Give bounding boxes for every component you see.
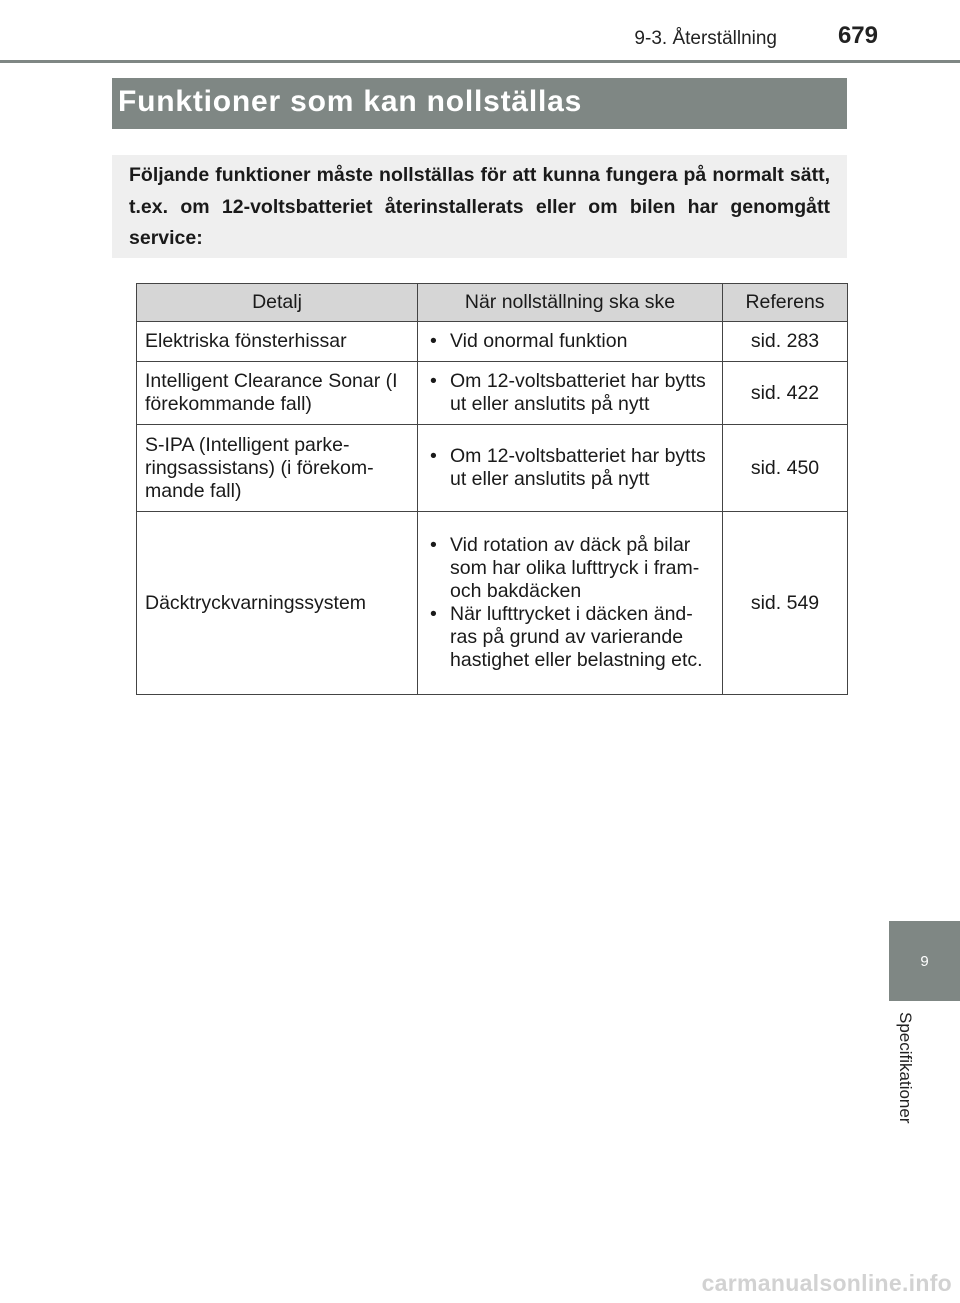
reference-cell: sid. 283 bbox=[723, 322, 848, 362]
table-row bbox=[137, 425, 848, 512]
bullet-icon: • bbox=[430, 603, 437, 625]
condition-list bbox=[426, 330, 714, 353]
when-cell bbox=[418, 362, 723, 425]
chapter-tab bbox=[889, 921, 960, 1001]
when-cell bbox=[418, 425, 723, 512]
title-bar bbox=[112, 78, 847, 129]
section-heading: 9-3. Återställning bbox=[634, 28, 777, 49]
chapter-label: Specifikationer bbox=[896, 1012, 915, 1124]
condition-item bbox=[426, 603, 714, 672]
table-row bbox=[137, 362, 848, 425]
column-header-item: Detalj bbox=[137, 284, 418, 322]
table-row bbox=[137, 322, 848, 362]
item-cell: Elektriska fönsterhissar bbox=[137, 322, 418, 362]
condition-list bbox=[426, 370, 714, 416]
page-title: Funktioner som kan nollställas bbox=[118, 85, 583, 118]
when-cell bbox=[418, 512, 723, 695]
watermark: carmanualsonline.info bbox=[701, 1270, 952, 1296]
when-cell bbox=[418, 322, 723, 362]
item-cell: S-IPA (Intelligent parke-ringsassistans) (i förekom-mande fall) bbox=[137, 425, 418, 512]
reference-cell: sid. 450 bbox=[723, 425, 848, 512]
intro-box bbox=[112, 155, 847, 258]
page-number: 679 bbox=[837, 22, 878, 49]
condition-text: Om 12-voltsbatteriet har bytts ut eller anslutits på nytt bbox=[450, 445, 706, 490]
bullet-icon: • bbox=[430, 330, 437, 352]
condition-list bbox=[426, 534, 714, 672]
condition-text: Vid onormal funktion bbox=[450, 330, 628, 352]
condition-text: När lufttrycket i däcken änd-ras på grund av varierande hastighet eller belastning etc. bbox=[450, 603, 703, 671]
condition-item bbox=[426, 534, 714, 603]
bullet-icon: • bbox=[430, 445, 437, 467]
table-row bbox=[137, 512, 848, 695]
intro-text: Följande funktioner måste nollställas för att kunna fungera på normalt sätt, t.ex. om 12-voltsbatteriet återinstallerats eller om bilen har genomgått service: bbox=[129, 164, 830, 249]
condition-text: Vid rotation av däck på bilar som har olika lufttryck i fram- och bakdäcken bbox=[450, 534, 700, 602]
condition-item bbox=[426, 330, 714, 353]
condition-list bbox=[426, 445, 714, 491]
reference-cell: sid. 549 bbox=[723, 512, 848, 695]
header-divider bbox=[0, 60, 960, 63]
condition-text: Om 12-voltsbatteriet har bytts ut eller anslutits på nytt bbox=[450, 370, 706, 415]
item-cell: Däcktryckvarningssystem bbox=[137, 512, 418, 695]
chapter-number: 9 bbox=[920, 952, 929, 970]
column-header-when: När nollställning ska ske bbox=[418, 284, 723, 322]
item-cell: Intelligent Clearance Sonar (I förekommande fall) bbox=[137, 362, 418, 425]
reset-functions-table bbox=[136, 283, 848, 695]
condition-item bbox=[426, 370, 714, 416]
bullet-icon: • bbox=[430, 370, 437, 392]
reference-cell: sid. 422 bbox=[723, 362, 848, 425]
bullet-icon: • bbox=[430, 534, 437, 556]
condition-item bbox=[426, 445, 714, 491]
column-header-reference: Referens bbox=[723, 284, 848, 322]
table-header-row bbox=[137, 284, 848, 322]
